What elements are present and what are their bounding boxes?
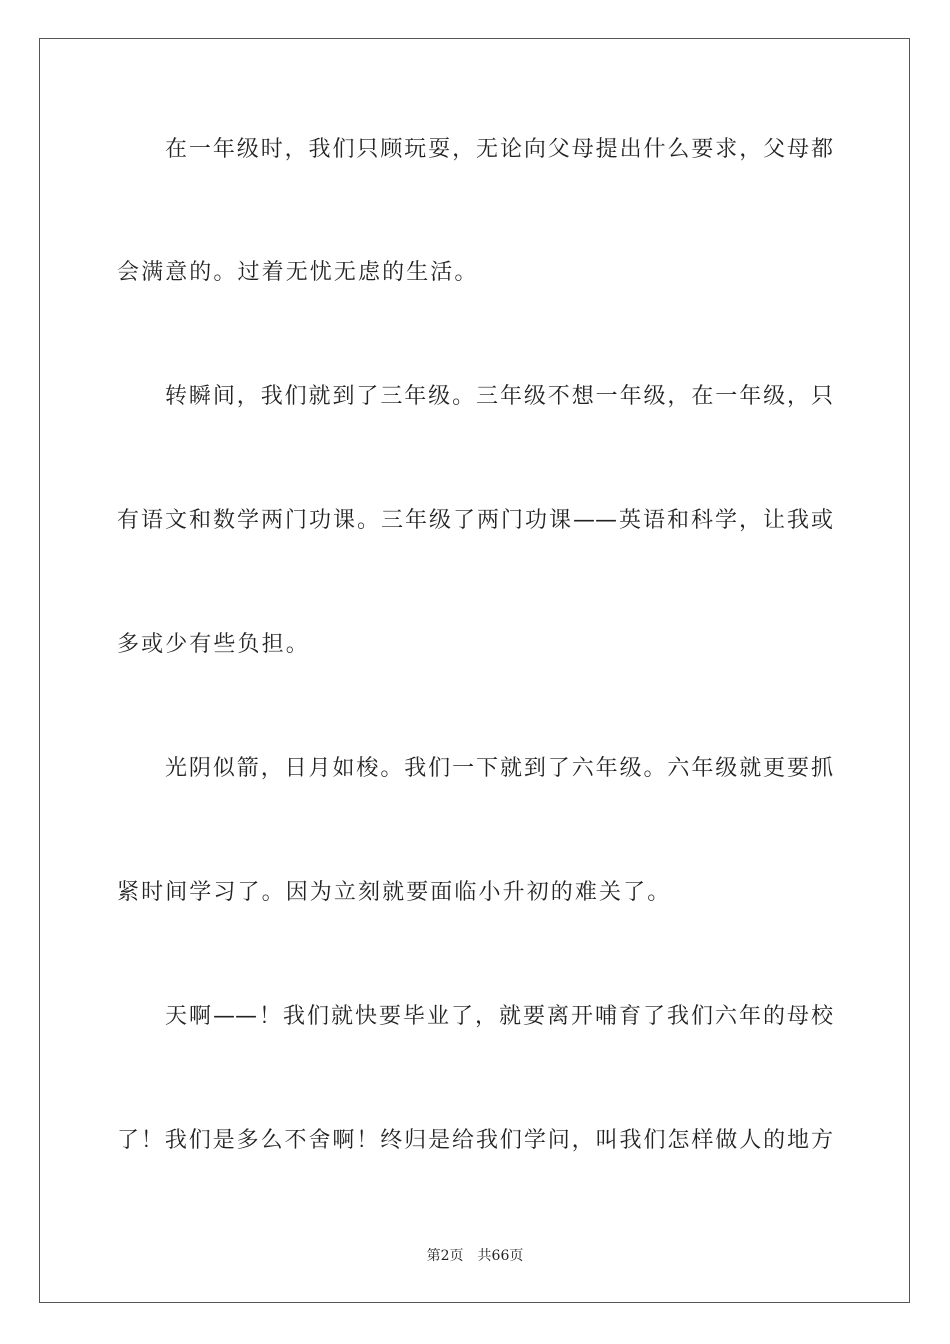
text-line: 紧时间学习了。因为立刻就要面临小升初的难关了。 (117, 880, 672, 905)
text-line: 天啊——！我们就快要毕业了，就要离开哺育了我们六年的母校 (165, 1004, 833, 1029)
text-line: 了！我们是多么不舍啊！终归是给我们学问，叫我们怎样做人的地方 (117, 1128, 833, 1153)
text-line: 有语文和数学两门功课。三年级了两门功课——英语和科学，让我或 (117, 508, 833, 533)
page-footer (0, 1246, 950, 1266)
text-line: 会满意的。过着无忧无虑的生活。 (117, 260, 479, 285)
text-line: 多或少有些负担。 (117, 632, 310, 657)
text-line: 光阴似箭，日月如梭。我们一下就到了六年级。六年级就更要抓 (165, 756, 833, 781)
text-line: 转瞬间，我们就到了三年级。三年级不想一年级，在一年级，只 (165, 384, 833, 409)
text-line: 在一年级时，我们只顾玩耍，无论向父母提出什么要求，父母都 (165, 137, 833, 162)
page-frame (39, 38, 910, 1303)
page-total: 共66页 (477, 1248, 524, 1264)
page-number: 第2页 (426, 1248, 464, 1264)
